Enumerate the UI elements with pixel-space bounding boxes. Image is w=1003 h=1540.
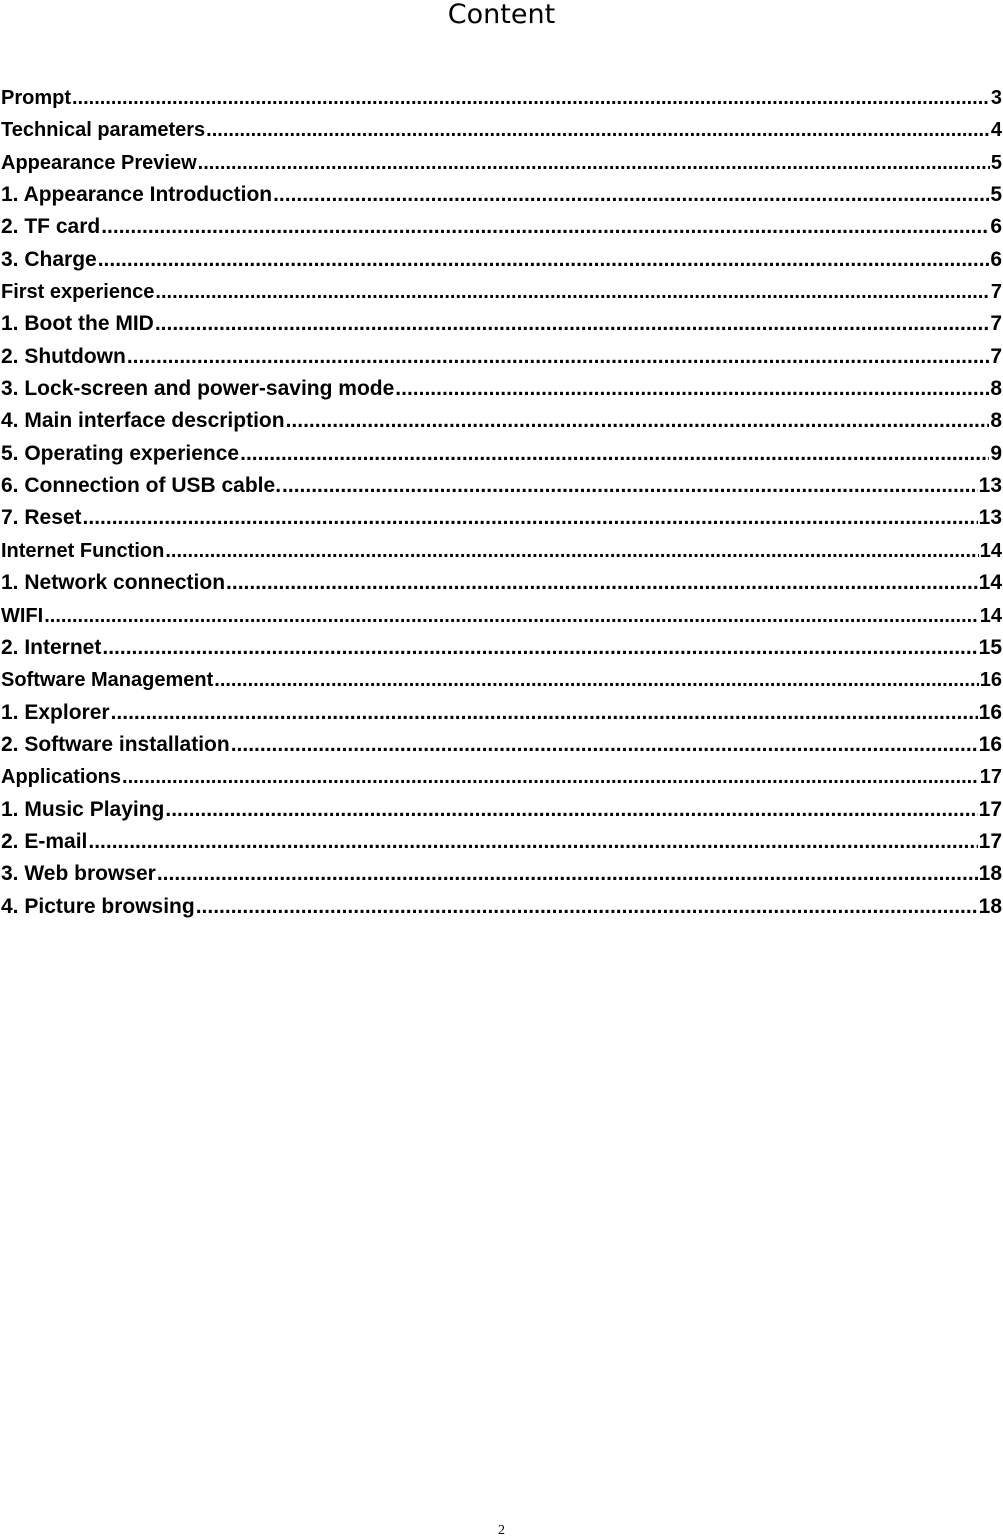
toc-entry-page: 8 <box>990 377 1002 401</box>
toc-entry-page: 16 <box>979 669 1002 692</box>
toc-entry-page: 3 <box>990 87 1002 109</box>
toc-dot-leader <box>165 794 977 826</box>
toc-entry-label: 1. Boot the MID <box>1 312 154 336</box>
toc-dot-leader <box>240 438 989 470</box>
toc-entry[interactable] <box>1 308 1002 340</box>
toc-dot-leader <box>226 567 978 599</box>
toc-entry-page: 6 <box>990 247 1002 271</box>
toc-entry[interactable] <box>1 826 1002 858</box>
toc-entry-page: 17 <box>978 829 1002 853</box>
toc-entry[interactable] <box>1 276 1002 308</box>
toc-entry-page: 8 <box>990 409 1002 433</box>
toc-entry-label: 7. Reset <box>1 506 82 530</box>
toc-entry[interactable] <box>1 664 1002 696</box>
toc-entry-label: 1. Appearance Introduction <box>1 183 273 207</box>
toc-entry-label: 2. TF card <box>1 215 101 239</box>
toc-dot-leader <box>165 535 978 567</box>
toc-entry[interactable] <box>1 535 1002 567</box>
page-number: 2 <box>498 1523 505 1538</box>
toc-entry[interactable] <box>1 761 1002 793</box>
page-title: Content <box>447 0 556 30</box>
toc-entry-label: Software Management <box>1 669 214 692</box>
toc-entry[interactable] <box>1 567 1002 599</box>
toc-entry[interactable] <box>1 600 1002 632</box>
toc-entry-label: 1. Network connection <box>1 571 226 595</box>
toc-dot-leader <box>72 82 990 114</box>
toc-dot-leader <box>198 147 990 179</box>
toc-entry-page: 5 <box>990 183 1002 207</box>
toc-dot-leader <box>206 114 990 146</box>
toc-entry-label: 1. Music Playing <box>1 797 165 821</box>
toc-entry-page: 18 <box>978 894 1002 918</box>
toc-dot-leader <box>157 858 978 890</box>
toc-entry-page: 9 <box>990 441 1002 465</box>
toc-entry-page: 15 <box>978 635 1002 659</box>
toc-dot-leader <box>111 697 978 729</box>
toc-entry[interactable] <box>1 729 1002 761</box>
toc-entry-label: 2. E-mail <box>1 829 88 853</box>
toc-entry[interactable] <box>1 114 1002 146</box>
toc-entry-page: 16 <box>978 732 1002 756</box>
toc-entry[interactable] <box>1 341 1002 373</box>
toc-dot-leader <box>282 470 978 502</box>
toc-dot-leader <box>231 729 978 761</box>
toc-entry-label: 2. Shutdown <box>1 344 126 368</box>
toc-entry-page: 14 <box>979 604 1002 627</box>
toc-entry-page: 17 <box>978 797 1002 821</box>
toc-entry-page: 5 <box>990 151 1002 174</box>
toc-entry[interactable] <box>1 147 1002 179</box>
toc-entry[interactable] <box>1 697 1002 729</box>
toc-entry-page: 6 <box>990 215 1002 239</box>
toc-entry[interactable] <box>1 502 1002 534</box>
toc-entry[interactable] <box>1 211 1002 243</box>
toc-dot-leader <box>122 761 979 793</box>
toc-dot-leader <box>214 664 978 696</box>
toc-entry-label: First experience <box>1 281 155 304</box>
toc-entry-label: 3. Web browser <box>1 862 156 886</box>
toc-dot-leader <box>273 179 989 211</box>
toc-entry-page: 7 <box>990 312 1002 336</box>
toc-dot-leader <box>127 341 989 373</box>
toc-entry-page: 13 <box>978 474 1002 498</box>
toc-entry-label: 4. Main interface description <box>1 409 285 433</box>
toc-entry-page: 14 <box>978 571 1002 595</box>
toc-entry-label: 2. Internet <box>1 635 102 659</box>
toc-entry-label: Appearance Preview <box>1 151 197 174</box>
toc-entry-label: 5. Operating experience <box>1 441 240 465</box>
toc-entry-label: Technical parameters <box>1 119 206 142</box>
toc-entry-page: 4 <box>990 119 1002 142</box>
toc-entry[interactable] <box>1 632 1002 664</box>
toc-entry-page: 7 <box>990 281 1002 304</box>
toc-entry[interactable] <box>1 82 1002 114</box>
toc-entry[interactable] <box>1 891 1002 923</box>
toc-dot-leader <box>196 891 978 923</box>
toc-entry[interactable] <box>1 794 1002 826</box>
toc-dot-leader <box>98 244 990 276</box>
toc-entry-page: 14 <box>979 539 1002 562</box>
toc-entry[interactable] <box>1 179 1002 211</box>
toc-dot-leader <box>155 308 989 340</box>
toc-entry-label: Prompt <box>1 87 71 109</box>
toc-entry-page: 17 <box>979 766 1002 789</box>
toc-dot-leader <box>395 373 989 405</box>
toc-entry-page: 16 <box>978 700 1002 724</box>
toc-entry[interactable] <box>1 244 1002 276</box>
toc-entry-label: Internet Function <box>1 539 165 562</box>
toc-entry[interactable] <box>1 470 1002 502</box>
toc-entry-label: 2. Software installation <box>1 732 230 756</box>
toc-entry-label: WIFI <box>1 604 44 627</box>
toc-entry-label: 3. Lock-screen and power-saving mode <box>1 377 395 401</box>
toc-dot-leader <box>102 632 977 664</box>
toc-dot-leader <box>44 600 979 632</box>
toc-entry-label: Applications <box>1 766 122 789</box>
toc-entry-label: 1. Explorer <box>1 700 110 724</box>
toc-entry-label: 6. Connection of USB cable. <box>1 474 282 498</box>
toc-entry[interactable] <box>1 373 1002 405</box>
table-of-contents <box>1 82 1002 923</box>
toc-dot-leader <box>88 826 977 858</box>
toc-dot-leader <box>101 211 989 243</box>
toc-entry[interactable] <box>1 405 1002 437</box>
toc-entry-page: 13 <box>978 506 1002 530</box>
toc-entry-label: 3. Charge <box>1 247 97 271</box>
toc-entry[interactable] <box>1 438 1002 470</box>
toc-entry[interactable] <box>1 858 1002 890</box>
toc-dot-leader <box>83 502 978 534</box>
toc-entry-label: 4. Picture browsing <box>1 894 195 918</box>
toc-entry-page: 18 <box>978 862 1002 886</box>
toc-dot-leader <box>155 276 989 308</box>
toc-dot-leader <box>286 405 990 437</box>
toc-entry-page: 7 <box>990 344 1002 368</box>
